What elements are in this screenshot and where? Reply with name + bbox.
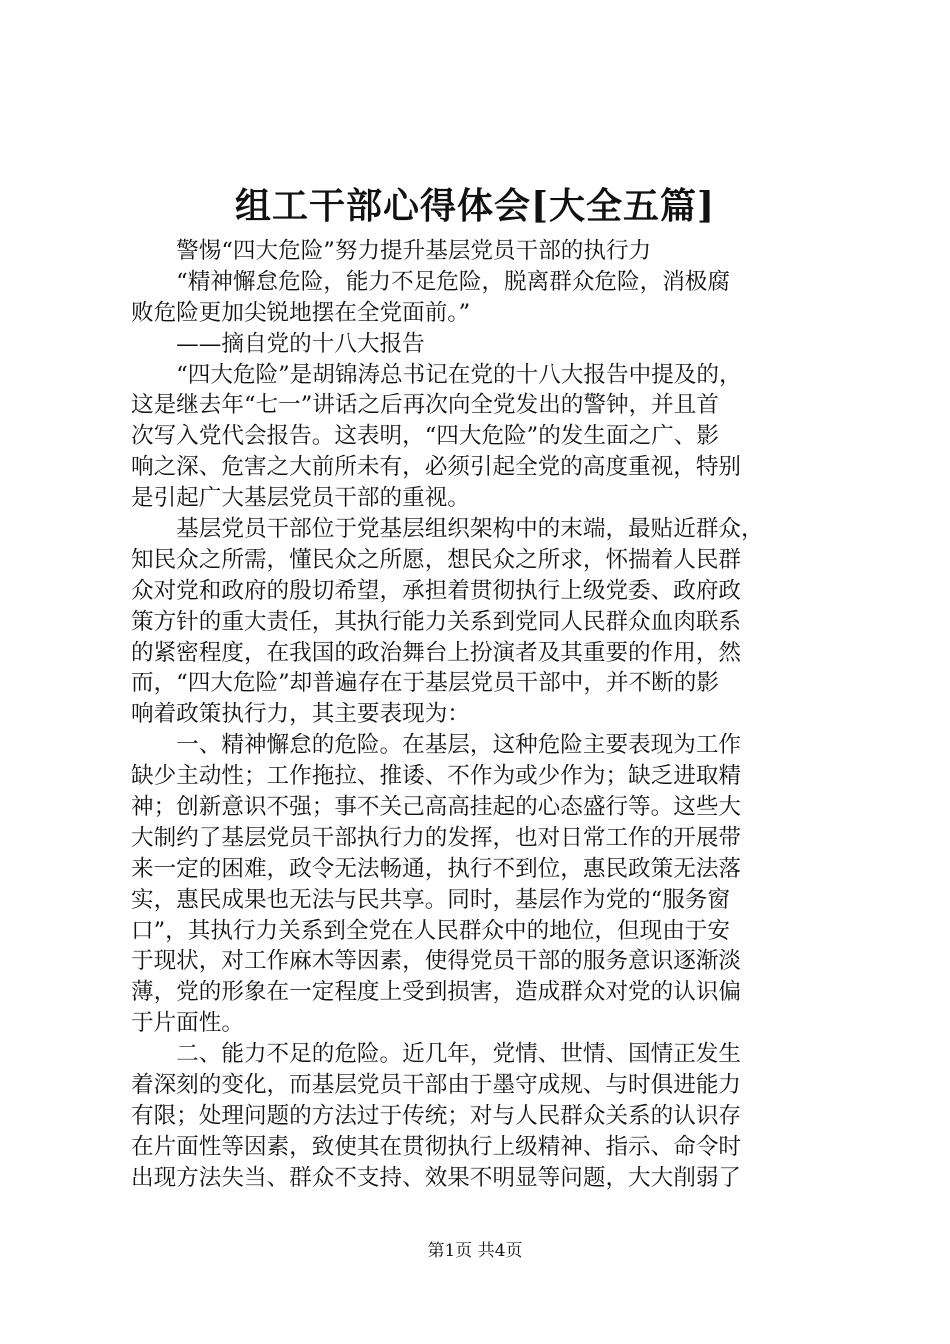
body-line: 于现状，对工作麻木等因素，使得党员干部的服务意识逐渐淡 xyxy=(131,948,742,975)
body-line: 缺少主动性；工作拖拉、推诿、不作为或少作为；缺乏进取精 xyxy=(131,763,742,790)
body-line: 这是继去年“七一”讲话之后再次向全党发出的警钟，并且首 xyxy=(131,392,719,419)
body-line: ——摘自党的十八大报告 xyxy=(131,330,425,357)
body-line: 众对党和政府的殷切希望，承担着贯彻执行上级党委、政府政 xyxy=(131,577,742,604)
body-line: 大制约了基层党员干部执行力的发挥，也对日常工作的开展带 xyxy=(131,824,742,851)
body-line: “精神懈怠危险，能力不足危险，脱离群众危险，消极腐 xyxy=(131,268,730,295)
body-line: 响着政策执行力，其主要表现为： xyxy=(131,701,470,728)
body-line: 响之深、危害之大前所未有，必须引起全党的高度重视，特别 xyxy=(131,454,742,481)
document-body xyxy=(131,236,831,1194)
body-line: 一、精神懈怠的危险。在基层，这种危险主要表现为工作 xyxy=(131,732,742,759)
body-line: 于片面性。 xyxy=(131,1010,244,1037)
body-line: 实，惠民成果也无法与民共享。同时，基层作为党的“服务窗 xyxy=(131,886,730,913)
body-line: 而，“四大危险”却普遍存在于基层党员干部中，并不断的影 xyxy=(131,670,719,697)
body-line: 知民众之所需，懂民众之所愿，想民众之所求，怀揣着人民群 xyxy=(131,546,742,573)
body-line: 次写入党代会报告。这表明，“四大危险”的发生面之广、影 xyxy=(131,423,719,450)
body-line: 薄，党的形象在一定程度上受到损害，造成群众对党的认识偏 xyxy=(131,979,742,1006)
body-line: 有限；处理问题的方法过于传统；对与人民群众关系的认识存 xyxy=(131,1102,742,1129)
body-line: 基层党员干部位于党基层组织架构中的末端，最贴近群众， xyxy=(131,516,764,543)
body-line: “四大危险”是胡锦涛总书记在党的十八大报告中提及的， xyxy=(131,361,742,388)
body-line: 着深刻的变化，而基层党员干部由于墨守成规、与时俱进能力 xyxy=(131,1072,742,1099)
body-line: 口”，其执行力关系到全党在人民群众中的地位，但现由于安 xyxy=(131,917,730,944)
body-line: 是引起广大基层党员干部的重视。 xyxy=(131,485,470,512)
body-line: 在片面性等因素，致使其在贯彻执行上级精神、指示、命令时 xyxy=(131,1133,742,1160)
body-line: 败危险更加尖锐地摆在全党面前。” xyxy=(131,299,471,326)
body-line: 出现方法失当、群众不支持、效果不明显等问题，大大削弱了 xyxy=(131,1164,742,1191)
body-line: 二、能力不足的危险。近几年，党情、世情、国情正发生 xyxy=(131,1041,742,1068)
body-line: 策方针的重大责任，其执行能力关系到党同人民群众血肉联系 xyxy=(131,608,742,635)
page-footer: 第1页 共4页 xyxy=(427,1241,523,1261)
body-line: 警惕“四大危险”努力提升基层党员干部的执行力 xyxy=(131,238,652,264)
body-line: 的紧密程度，在我国的政治舞台上扮演者及其重要的作用，然 xyxy=(131,639,742,666)
document-title: 组工干部心得体会[大全五篇] xyxy=(234,185,716,227)
body-line: 来一定的困难，政令无法畅通，执行不到位，惠民政策无法落 xyxy=(131,855,742,882)
body-line: 神；创新意识不强；事不关己高高挂起的心态盛行等。这些大 xyxy=(131,794,742,821)
